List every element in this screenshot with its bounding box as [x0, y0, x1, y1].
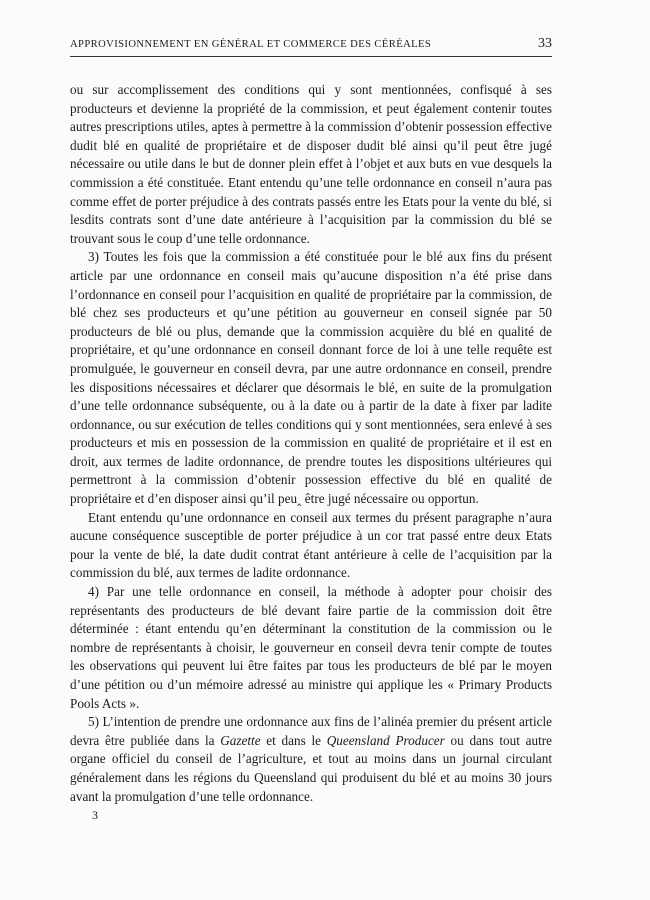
page-number: 33	[538, 36, 552, 51]
paragraph-proviso: Etant entendu qu’une ordonnance en conseil aux termes du présent paragraphe n’aura aucune conséquence susceptible de porter préjudice à un cor trat passé entre deux Etats pour la vente de blé, la date dudit contrat étant antérieure à celle de l’acquisition par la commission du blé, aux termes de ladite ordonnance.	[70, 509, 552, 581]
paragraph-4: 4) Par une telle ordonnance en conseil, la méthode à adopter pour choisir des représentants des producteurs de blé devant faire partie de la commission doit être déterminée : étant entendu qu’en déterminant la constitution de la commission ou le nombre de représentants à choisir, le gouverneur en conseil devra tenir compte de toutes les observations qui peuvent lui être faites par tous les producteurs de blé par le moyen d’une pétition ou d’un mémoire adressé au ministre qui applique les « Primary Products Pools Acts ».	[70, 584, 552, 711]
paragraph-continuation: ou sur accomplissement des conditions qui y sont mentionnées, confisqué à ses producteurs et devienne la propriété de la commission, et peut également contenir toutes autres prescriptions utiles, aptes à permettre à la commission d’obtenir possession effective dudit blé en qualité de propriétaire et de disposer dudit blé ainsi qu’il peut être jugé nécessaire ou utile dans le but de donner plein effet à l’objet et aux buts en vue desquels la commission a été constituée. Etant entendu qu’une telle ordonnance en conseil n’aura pas comme effet de porter préjudice à des contrats passés entre les Etats pour la vente du blé, si lesdits contrats sont d’une date antérieure à l’acquisition par la commission du blé se trouvant sous le coup d’une telle ordonnance.	[70, 82, 552, 246]
paragraph-5-part-3: ou dans tout autre organe officiel du conseil de l’agriculture, et tout au moins dans un journal circulant généralement dans les régions du Queensland qui produisent du blé et au moins 30 jours avant la promulgation d’une telle ordonnance.	[70, 732, 552, 804]
paragraph-3: 3) Toutes les fois que la commission a été constituée pour le blé aux fins du présent article par une ordonnance en conseil mais qu’aucune disposition n’a été prise dans l’ordonnance en conseil pour l’acquisition en qualité de propriétaire par la commission, de blé chez ses producteurs et qu’une pétition au gouverneur en conseil signée par 50 producteurs de blé ou plus, demande que la commission acquière du blé en qualité de propriétaire, et qu’une ordonnance en conseil donnant force de loi à une telle requête est promulguée, le gouverneur en conseil devra, par une autre ordonnance en conseil, prendre les dispositions nécessaires et déclarer que désormais le blé, en suite de la promulgation d’une telle ordonnance subséquente, ou à la date ou à partir de la date à fixer par ladite ordonnance, ou sur exécution de telles conditions qui y sont mentionnées, sera enlevé à ses producteurs et mis en possession de la commission en qualité de propriétaire et il est en droit, aux termes de ladite ordonnance, de prendre toutes les dispositions ultérieures qui permettront à la commission d’obtenir possession effective du blé en qualité de propriétaire et d’en disposer ainsi qu’il peu‸ être jugé nécessaire ou opportun.	[70, 249, 552, 507]
paragraph-5-part-2: et dans le	[260, 732, 327, 748]
paragraph-5	[70, 713, 552, 806]
header-title: APPROVISIONNEMENT EN GÉNÉRAL ET COMMERCE DES CÉRÉALES	[70, 39, 432, 50]
producer-title: Queensland Producer	[326, 732, 445, 748]
paragraph-5-part-1: 5) L’intention de prendre une ordonnance aux fins de l’alinéa premier du présent article devra être publiée dans la	[70, 714, 552, 748]
signature-mark: 3	[92, 808, 98, 822]
body-text	[70, 81, 552, 806]
running-header	[70, 36, 552, 57]
gazette-title: Gazette	[220, 732, 261, 748]
